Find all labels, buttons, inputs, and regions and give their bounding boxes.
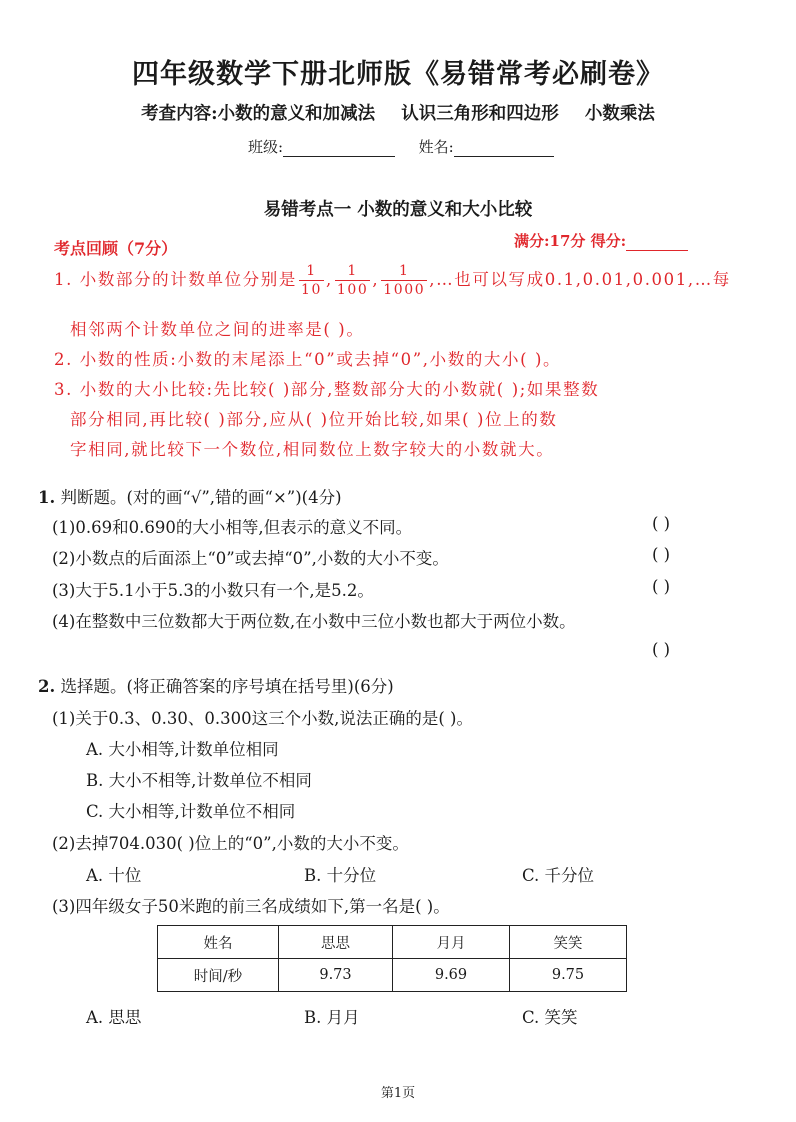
q2-sub2-option-c[interactable]: C. 千分位 <box>522 866 595 885</box>
subtitle-topic-2: 认识三角形和四边形 <box>401 104 559 124</box>
fraction-numerator: 1 <box>335 264 371 281</box>
section-title: 易错考点一 小数的意义和大小比较 <box>263 200 533 220</box>
page-number: 第1页 <box>380 1086 416 1101</box>
answer-paren[interactable]: ( ) <box>652 577 671 596</box>
class-blank[interactable] <box>283 140 395 157</box>
table-cell: 时间/秒 <box>158 959 279 992</box>
review-item-1-suffix: ,…也可以写成0.1,0.01,0.001,…每 <box>429 270 731 289</box>
fraction-1-1000 <box>381 264 427 297</box>
q1-number: 1. <box>38 488 56 507</box>
q2-sub3-option-b[interactable]: B. 月月 <box>304 1008 360 1027</box>
subtitle-topic-1: 考查内容:小数的意义和加减法 <box>141 104 376 124</box>
table-cell: 9.75 <box>510 959 627 992</box>
table-header-cell: 思思 <box>279 926 393 959</box>
review-item-1-prefix: 1. 小数部分的计数单位分别是 <box>54 270 297 289</box>
fraction-denominator: 100 <box>336 282 369 298</box>
fraction-separator: , <box>372 270 380 289</box>
q2-sub1-option-b[interactable]: B. 大小不相等,计数单位不相同 <box>86 771 312 790</box>
answer-paren[interactable]: ( ) <box>652 640 671 659</box>
table-row <box>158 959 627 992</box>
fraction-separator: , <box>326 270 333 289</box>
q2-sub1-option-a[interactable]: A. 大小相等,计数单位相同 <box>86 740 279 759</box>
q2-heading-text: 选择题。(将正确答案的序号填在括号里)(6分) <box>60 677 394 696</box>
table-header-cell: 笑笑 <box>510 926 627 959</box>
class-name-line <box>248 136 554 157</box>
q1-heading <box>38 484 342 508</box>
page-title: 四年级数学下册北师版《易错常考必刷卷》 <box>132 59 664 90</box>
q2-sub3-option-a[interactable]: A. 思思 <box>86 1008 142 1027</box>
fraction-numerator: 1 <box>381 264 427 281</box>
table-cell: 9.69 <box>393 959 510 992</box>
results-table <box>157 925 627 992</box>
q2-sub3-option-c[interactable]: C. 笑笑 <box>522 1008 578 1027</box>
fraction-denominator: 1000 <box>383 282 426 298</box>
review-item-3-line-2: 部分相同,再比较( )部分,应从( )位开始比较,如果( )位上的数 <box>70 410 558 429</box>
review-item-1 <box>54 264 731 297</box>
score-blank[interactable] <box>626 236 688 251</box>
fraction-denominator: 10 <box>301 282 323 298</box>
q2-sub2-stem: (2)去掉704.030( )位上的“0”,小数的大小不变。 <box>52 834 409 853</box>
table-header-cell: 月月 <box>393 926 510 959</box>
answer-paren[interactable]: ( ) <box>652 514 671 533</box>
fraction-1-100 <box>335 264 371 297</box>
subtitle <box>0 100 796 125</box>
q1-item-4: (4)在整数中三位数都大于两位数,在小数中三位小数也都大于两位小数。 <box>52 612 576 631</box>
q1-item-1: (1)0.69和0.690的大小相等,但表示的意义不同。 <box>52 518 413 537</box>
class-label: 班级: <box>248 138 284 156</box>
table-row <box>158 926 627 959</box>
q1-item-2: (2)小数点的后面添上“0”或去掉“0”,小数的大小不变。 <box>52 549 449 568</box>
q2-number: 2. <box>38 677 56 696</box>
q2-sub1-stem: (1)关于0.3、0.30、0.300这三个小数,说法正确的是( )。 <box>52 709 473 728</box>
score-box <box>514 230 688 251</box>
review-item-3-line-3: 字相同,就比较下一个数位,相同数位上数字较大的小数就大。 <box>70 440 555 459</box>
q2-sub2-option-b[interactable]: B. 十分位 <box>304 866 377 885</box>
fraction-numerator: 1 <box>299 264 324 281</box>
subtitle-topic-3: 小数乘法 <box>584 104 655 124</box>
q2-sub1-option-c[interactable]: C. 大小相等,计数单位不相同 <box>86 802 296 821</box>
review-heading: 考点回顾（7分） <box>54 239 178 258</box>
review-item-1-line-2: 相邻两个计数单位之间的进率是( )。 <box>70 320 365 339</box>
score-label: 满分:17分 得分: <box>514 232 627 250</box>
review-item-3-line-1: 3. 小数的大小比较:先比较( )部分,整数部分大的小数就( );如果整数 <box>54 380 600 399</box>
name-label: 姓名: <box>418 138 454 156</box>
table-header-cell: 姓名 <box>158 926 279 959</box>
q1-heading-text: 判断题。(对的画“√”,错的画“×”)(4分) <box>60 488 342 507</box>
review-item-2: 2. 小数的性质:小数的末尾添上“0”或去掉“0”,小数的大小( )。 <box>54 350 562 369</box>
fraction-1-10 <box>299 264 324 297</box>
q2-sub3-stem: (3)四年级女子50米跑的前三名成绩如下,第一名是( )。 <box>52 897 450 916</box>
q1-item-3: (3)大于5.1小于5.3的小数只有一个,是5.2。 <box>52 581 374 600</box>
q2-sub2-option-a[interactable]: A. 十位 <box>86 866 142 885</box>
table-cell: 9.73 <box>279 959 393 992</box>
name-blank[interactable] <box>454 140 554 157</box>
answer-paren[interactable]: ( ) <box>652 545 671 564</box>
q2-heading <box>38 673 394 697</box>
